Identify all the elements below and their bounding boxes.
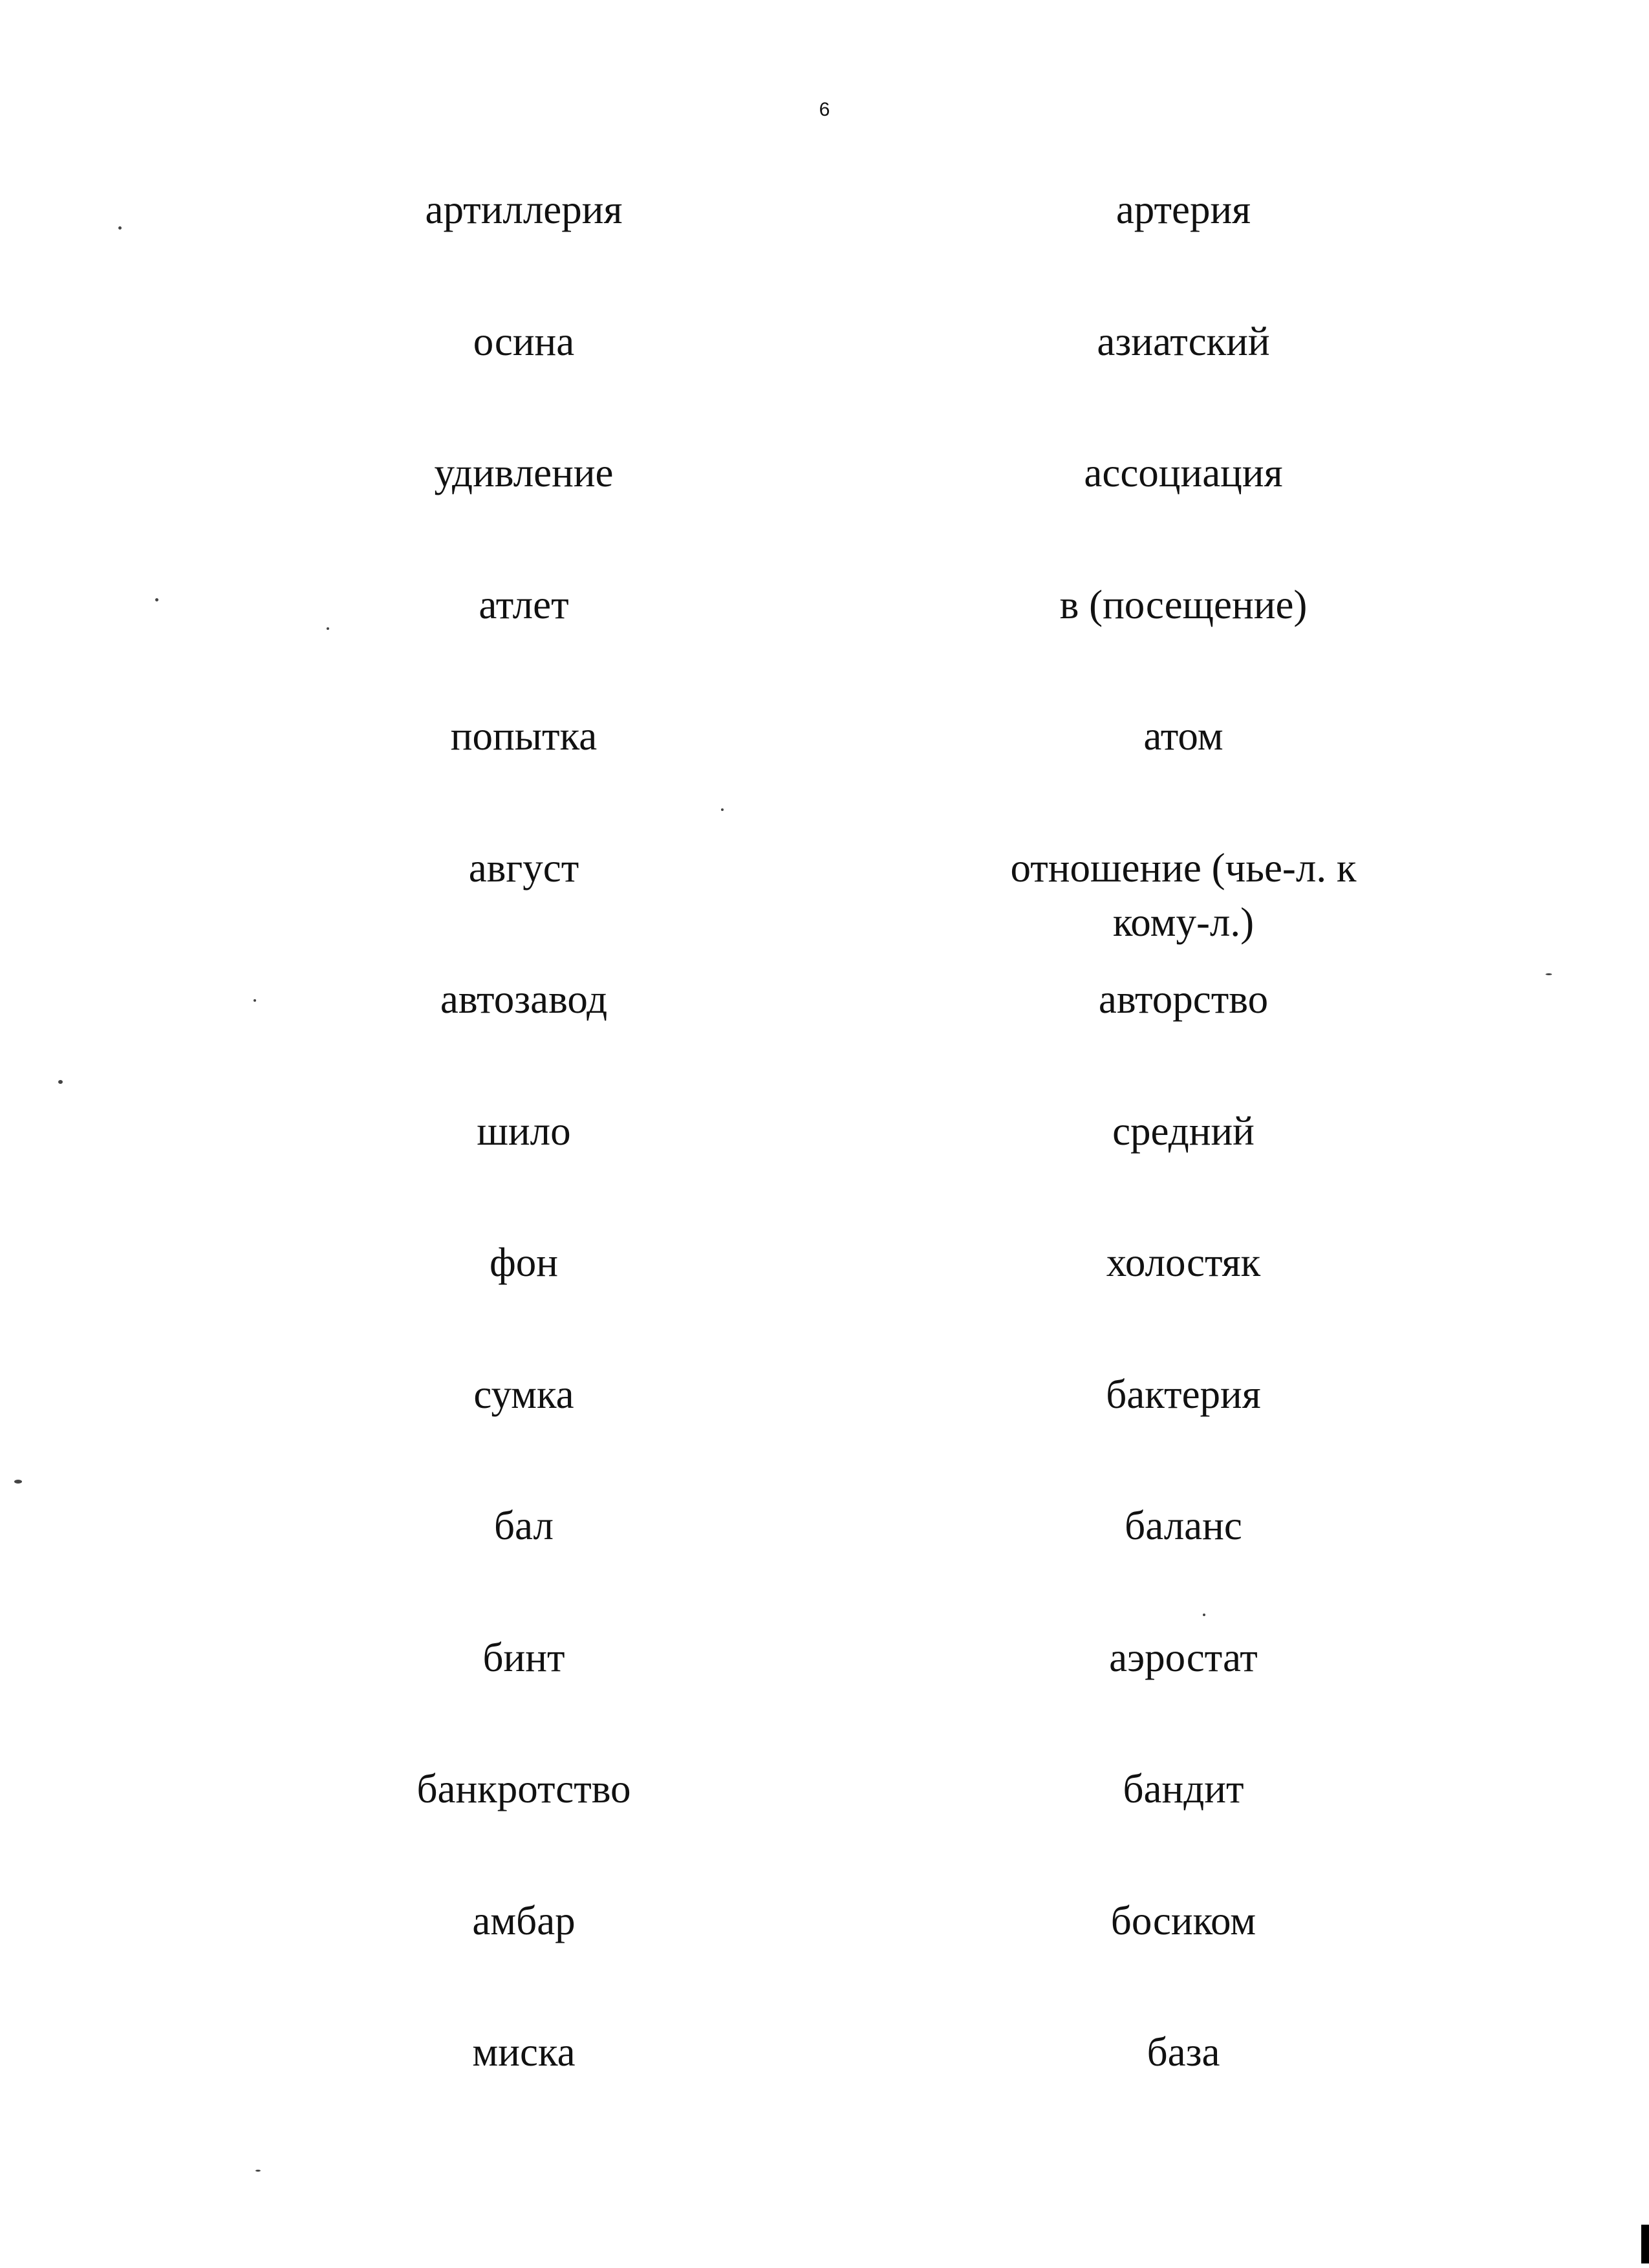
russian-word-right: бактерия <box>1106 1371 1261 1417</box>
scan-speck <box>155 598 158 601</box>
russian-word-left: осина <box>473 318 575 364</box>
scan-speck <box>721 808 724 811</box>
russian-word-right: азиатский <box>1097 318 1270 364</box>
word-pair-row <box>0 972 1649 1104</box>
russian-word-left: бинт <box>482 1634 565 1680</box>
word-pair-row <box>0 314 1649 446</box>
russian-word-right-line-2: кому-л.) <box>1112 899 1255 945</box>
scan-speck <box>255 2170 261 2172</box>
scan-speck <box>327 627 329 630</box>
russian-word-left: удивление <box>434 450 614 495</box>
word-pair-row <box>0 1235 1649 1367</box>
russian-word-left: сумка <box>473 1371 574 1417</box>
russian-word-left: фон <box>489 1240 559 1285</box>
russian-word-left: артиллерия <box>425 187 623 232</box>
russian-word-left: автозавод <box>440 977 608 1022</box>
russian-word-right: холостяк <box>1106 1240 1261 1285</box>
word-pair-row <box>0 578 1649 709</box>
russian-word-right: баланс <box>1125 1503 1242 1548</box>
word-pair-row <box>0 1894 1649 2025</box>
russian-word-right: атом <box>1143 713 1223 759</box>
russian-word-right: ассоциация <box>1084 450 1283 495</box>
word-pair-list <box>0 182 1649 2157</box>
scan-speck <box>14 1480 22 1484</box>
scan-speck <box>1203 1614 1205 1616</box>
russian-word-right: босиком <box>1110 1897 1256 1943</box>
word-pair-row <box>0 1367 1649 1499</box>
word-pair-row <box>0 446 1649 578</box>
russian-word-left: бал <box>493 1503 554 1548</box>
scan-edge-mark <box>1641 2225 1649 2263</box>
word-pair-row <box>0 709 1649 841</box>
russian-word-right: в (посещение) <box>1059 581 1308 627</box>
word-pair-row <box>0 1104 1649 1236</box>
word-pair-row <box>0 1762 1649 1894</box>
page-number: 6 <box>819 99 830 120</box>
russian-word-left: попытка <box>450 713 598 759</box>
russian-word-right: авторство <box>1098 977 1269 1022</box>
word-pair-row <box>0 182 1649 314</box>
russian-word-left: август <box>468 845 579 891</box>
russian-word-right: средний <box>1112 1108 1255 1154</box>
word-pair-row <box>0 2025 1649 2157</box>
word-pair-row <box>0 841 1649 973</box>
word-pair-row <box>0 1498 1649 1630</box>
scan-speck <box>1546 973 1552 975</box>
russian-word-left: миска <box>472 2029 576 2075</box>
russian-word-right-line-1: отношение (чье-л. к <box>1010 845 1357 891</box>
scan-speck <box>118 226 122 230</box>
russian-word-left: банкротство <box>416 1766 631 1811</box>
word-pair-row <box>0 1630 1649 1762</box>
russian-word-left: атлет <box>479 581 569 627</box>
russian-word-right: артерия <box>1116 187 1251 232</box>
scan-speck <box>58 1080 63 1084</box>
russian-word-right: база <box>1147 2029 1220 2075</box>
russian-word-left: шило <box>477 1108 571 1154</box>
russian-word-right <box>957 841 1410 949</box>
russian-word-right: бандит <box>1123 1766 1244 1811</box>
scan-speck <box>253 999 256 1002</box>
russian-word-right: аэростат <box>1109 1634 1258 1680</box>
russian-word-left: амбар <box>472 1897 576 1943</box>
